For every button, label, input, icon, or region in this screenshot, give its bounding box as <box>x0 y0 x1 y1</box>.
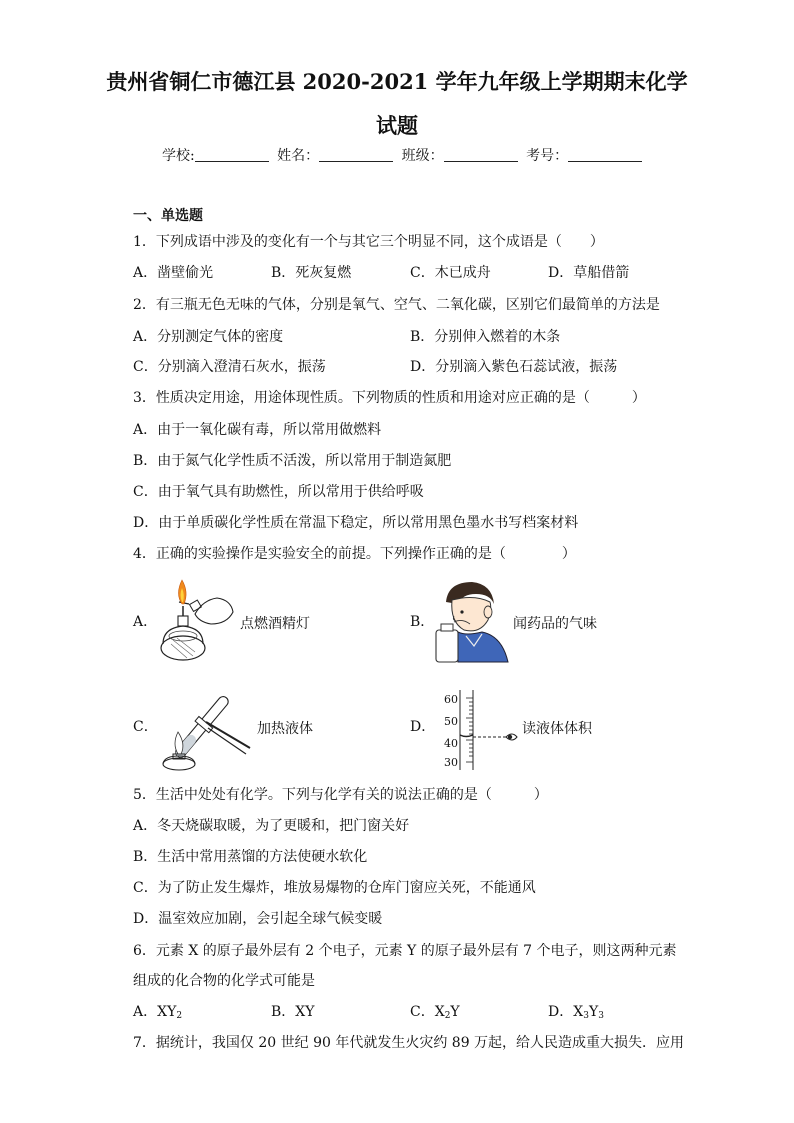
q6-stem-line2: 组成的化合物的化学式可能是 <box>133 973 315 989</box>
q3-option-a[interactable]: A．由于一氧化碳有毒，所以常用做燃料 <box>133 422 382 438</box>
tick-40: 40 <box>444 737 458 750</box>
q6-option-a[interactable] <box>133 1003 182 1025</box>
q6-d-sub2: 3 <box>598 1011 604 1021</box>
q6-c-text: C．X <box>410 1004 445 1020</box>
q1-option-b[interactable]: B．死灰复燃 <box>271 265 352 281</box>
q7-stem: 7．据统计，我国仅 20 世纪 90 年代就发生火灾约 89 万起，给人民造成重大损失．应用 <box>133 1035 685 1051</box>
q6-stem-line1: 6．元素 X 的原子最外层有 2 个电子，元素 Y 的原子最外层有 7 个电子，则这两种元素 <box>133 943 677 959</box>
name-label: 姓名： <box>277 148 320 164</box>
q6-d-text: D．X <box>548 1004 584 1020</box>
q3-option-c[interactable]: C．由于氧气具有助燃性，所以常用于供给呼吸 <box>133 484 424 500</box>
q4-option-a[interactable]: A． <box>133 614 158 630</box>
heating-liquid-image <box>156 682 256 772</box>
q2-stem: 2．有三瓶无色无味的气体，分别是氧气、空气、二氧化碳，区别它们最简单的方法是 <box>133 297 660 313</box>
q2-option-b[interactable]: B．分别伸入燃着的木条 <box>410 329 561 345</box>
name-blank[interactable] <box>319 147 393 162</box>
q5-option-a[interactable]: A．冬天烧碳取暖，为了更暖和，把门窗关好 <box>133 818 410 834</box>
q4-c-caption: 加热液体 <box>257 721 313 737</box>
q6-option-c[interactable] <box>410 1003 460 1025</box>
school-blank[interactable] <box>195 147 269 162</box>
q5-option-c[interactable]: C．为了防止发生爆炸，堆放易爆物的仓库门窗应关死，不能通风 <box>133 880 536 896</box>
tick-30: 30 <box>444 756 458 769</box>
exam-no-blank[interactable] <box>568 147 642 162</box>
q2-option-c[interactable]: C．分别滴入澄清石灰水，振荡 <box>133 359 326 375</box>
q3-option-b[interactable]: B．由于氮气化学性质不活泼，所以常用于制造氮肥 <box>133 453 452 469</box>
q6-c-sub: 2 <box>444 1011 451 1021</box>
class-blank[interactable] <box>444 147 518 162</box>
q1-option-c[interactable]: C．木已成舟 <box>410 265 491 281</box>
q6-d-mid: Y <box>588 1004 599 1020</box>
q6-option-d[interactable] <box>548 1003 604 1025</box>
q2-option-a[interactable]: A．分别测定气体的密度 <box>133 329 284 345</box>
class-label: 班级： <box>401 148 444 164</box>
q3-stem: 3．性质决定用途，用途体现性质。下列物质的性质和用途对应正确的是（ ） <box>133 390 646 406</box>
tick-60: 60 <box>444 693 458 706</box>
alcohol-lamp-lighting-image <box>155 578 240 666</box>
tick-50: 50 <box>444 715 458 728</box>
school-label: 学校: <box>162 148 195 164</box>
page-title-line1: 贵州省铜仁市德江县 2020-2021 学年九年级上学期期末化学 <box>106 69 688 94</box>
q6-option-b[interactable]: B．XY <box>271 1004 315 1020</box>
page-title-line2: 试题 <box>376 113 418 138</box>
q5-option-d[interactable]: D．温室效应加剧，会引起全球气候变暖 <box>133 911 383 927</box>
graduated-cylinder-image <box>440 688 520 772</box>
boy-smelling-chemical-image <box>432 578 512 666</box>
q4-d-caption: 读液体体积 <box>522 721 592 737</box>
q1-option-a[interactable]: A．凿壁偷光 <box>133 265 214 281</box>
q1-stem: 1．下列成语中涉及的变化有一个与其它三个明显不同，这个成语是（ ） <box>133 234 604 250</box>
section-title: 一、单选题 <box>133 208 203 224</box>
q4-b-caption: 闻药品的气味 <box>513 616 597 632</box>
q5-stem: 5．生活中处处有化学。下列与化学有关的说法正确的是（ ） <box>133 787 548 803</box>
q4-stem: 4．正确的实验操作是实验安全的前提。下列操作正确的是（ ） <box>133 546 576 562</box>
q4-option-b[interactable]: B． <box>410 614 435 630</box>
q6-d-sub1: 3 <box>583 1011 589 1021</box>
q1-option-d[interactable]: D．草船借箭 <box>548 265 630 281</box>
student-info-row <box>162 145 646 165</box>
q3-option-d[interactable]: D．由于单质碳化学性质在常温下稳定，所以常用黑色墨水书写档案材料 <box>133 515 579 531</box>
q6-a-sub: 2 <box>176 1011 183 1021</box>
q4-option-d[interactable]: D． <box>410 719 436 735</box>
q4-option-c[interactable]: C． <box>133 719 158 735</box>
q6-a-text: A．XY <box>133 1004 177 1020</box>
q4-a-caption: 点燃酒精灯 <box>240 616 310 632</box>
q5-option-b[interactable]: B．生活中常用蒸馏的方法使硬水软化 <box>133 849 368 865</box>
q2-option-d[interactable]: D．分别滴入紫色石蕊试液，振荡 <box>410 359 618 375</box>
exam-no-label: 考号： <box>526 148 569 164</box>
q6-c-post: Y <box>450 1004 460 1020</box>
